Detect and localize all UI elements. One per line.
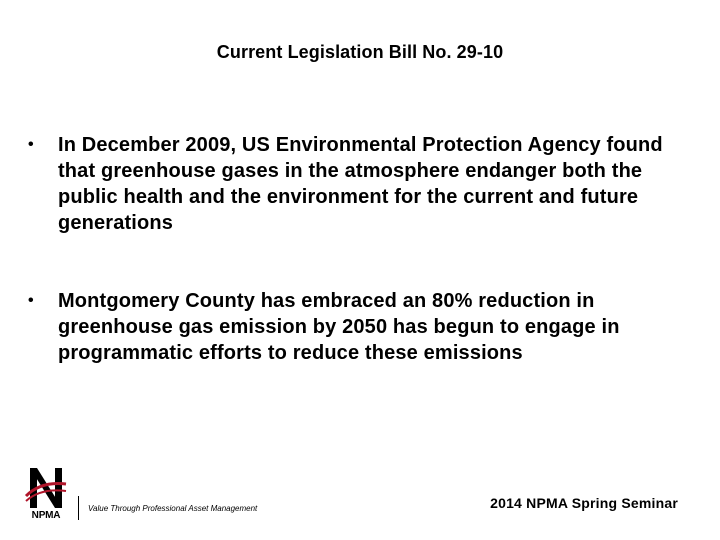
slide-title: Current Legislation Bill No. 29-10 bbox=[216, 42, 504, 62]
bullet-item bbox=[28, 288, 700, 366]
bullet-text: In December 2009, US Environmental Protection Agency found that greenhouse gases in the atmosphere endanger both the public health and the environment for the current and future generations bbox=[58, 134, 663, 234]
footer-tagline: Value Through Professional Asset Management bbox=[88, 504, 258, 513]
footer-divider bbox=[78, 496, 79, 520]
logo-text: NPMA bbox=[31, 510, 61, 521]
bullet-list bbox=[28, 132, 700, 366]
bullet-text: Montgomery County has embraced an 80% reduction in greenhouse gas emission by 2050 has begun to engage in programmatic efforts to reduce these emissions bbox=[58, 290, 620, 364]
bullet-item bbox=[28, 132, 700, 236]
bullet-marker: • bbox=[28, 292, 34, 309]
npma-logo bbox=[24, 466, 68, 524]
footer-seminar: 2014 NPMA Spring Seminar bbox=[490, 495, 678, 511]
bullet-marker: • bbox=[28, 136, 34, 153]
npma-logo-icon bbox=[24, 466, 68, 510]
